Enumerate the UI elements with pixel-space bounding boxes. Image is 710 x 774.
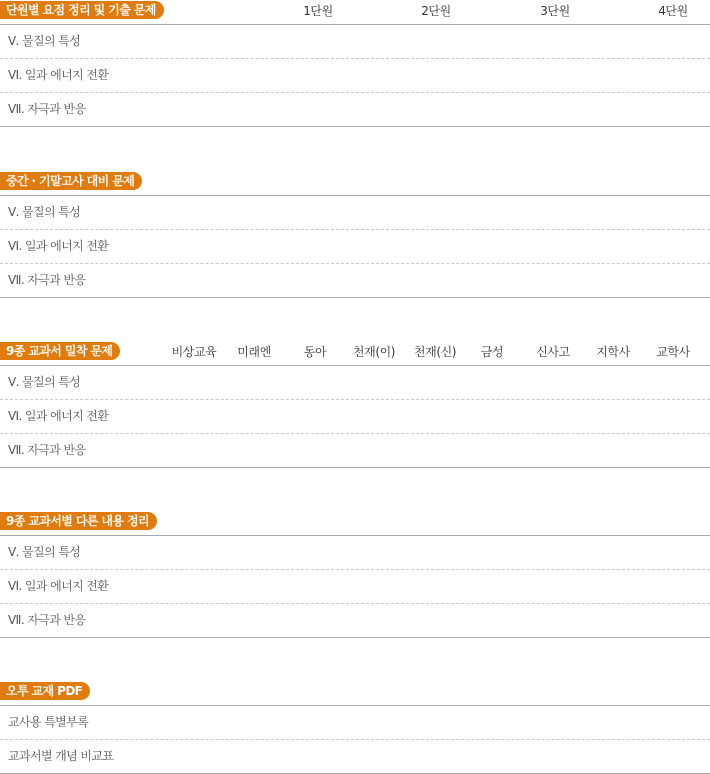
list-item-topic-6[interactable]: Ⅵ. 일과 에너지 전환: [0, 570, 710, 604]
section-textbook-differences: [0, 511, 710, 638]
section-header: [0, 171, 710, 196]
list-item-topic-6[interactable]: Ⅵ. 일과 에너지 전환: [0, 230, 710, 264]
column-publisher-kumsung[interactable]: 금성: [480, 345, 504, 359]
section-exam-prep: [0, 171, 710, 298]
column-publisher-donga[interactable]: 동아: [303, 345, 327, 359]
column-publisher-visang[interactable]: 비상교육: [171, 345, 217, 359]
list-item-topic-7[interactable]: Ⅶ. 자극과 반응: [0, 604, 710, 638]
column-publisher-sinsago[interactable]: 신사고: [536, 345, 570, 359]
list-item-topic-7[interactable]: Ⅶ. 자극과 반응: [0, 434, 710, 468]
column-unit-2[interactable]: 2단원: [421, 4, 451, 18]
list-item-teacher-appendix[interactable]: 교사용 특별부록: [0, 706, 710, 740]
column-publisher-jihak[interactable]: 지학사: [596, 345, 630, 359]
section-title-badge: 단원별 요점 정리 및 기출 문제: [0, 1, 164, 19]
list-item-topic-6[interactable]: Ⅵ. 일과 에너지 전환: [0, 400, 710, 434]
column-publisher-miraen[interactable]: 미래엔: [237, 345, 271, 359]
section-title-badge: 중간 · 기말고사 대비 문제: [0, 172, 142, 190]
section-pdf: [0, 681, 710, 774]
column-publisher-chunjae-shin[interactable]: 천재(신): [413, 345, 457, 359]
section-title-badge: 오투 교재 PDF: [0, 682, 90, 700]
section-title-badge: 9종 교과서별 다른 내용 정리: [0, 512, 157, 530]
list-item-topic-5[interactable]: Ⅴ. 물질의 특성: [0, 366, 710, 400]
list-item-topic-5[interactable]: Ⅴ. 물질의 특성: [0, 25, 710, 59]
column-unit-3[interactable]: 3단원: [540, 4, 570, 18]
list-item-topic-5[interactable]: Ⅴ. 물질의 특성: [0, 196, 710, 230]
section-header: [0, 511, 710, 536]
section-header: [0, 0, 710, 25]
section-unit-summary: [0, 0, 710, 127]
section-title-badge: 9종 교과서 밀착 문제: [0, 342, 120, 360]
list-item-topic-6[interactable]: Ⅵ. 일과 에너지 전환: [0, 59, 710, 93]
list-item-concept-comparison[interactable]: 교과서별 개념 비교표: [0, 740, 710, 774]
column-publisher-kyohak[interactable]: 교학사: [656, 345, 690, 359]
section-header: [0, 341, 710, 366]
section-textbook-problems: [0, 341, 710, 468]
list-item-topic-7[interactable]: Ⅶ. 자극과 반응: [0, 264, 710, 298]
column-publisher-chunjae-lee[interactable]: 천재(이): [352, 345, 396, 359]
list-item-topic-5[interactable]: Ⅴ. 물질의 특성: [0, 536, 710, 570]
list-item-topic-7[interactable]: Ⅶ. 자극과 반응: [0, 93, 710, 127]
column-unit-1[interactable]: 1단원: [303, 4, 333, 18]
section-header: [0, 681, 710, 706]
column-unit-4[interactable]: 4단원: [658, 4, 688, 18]
